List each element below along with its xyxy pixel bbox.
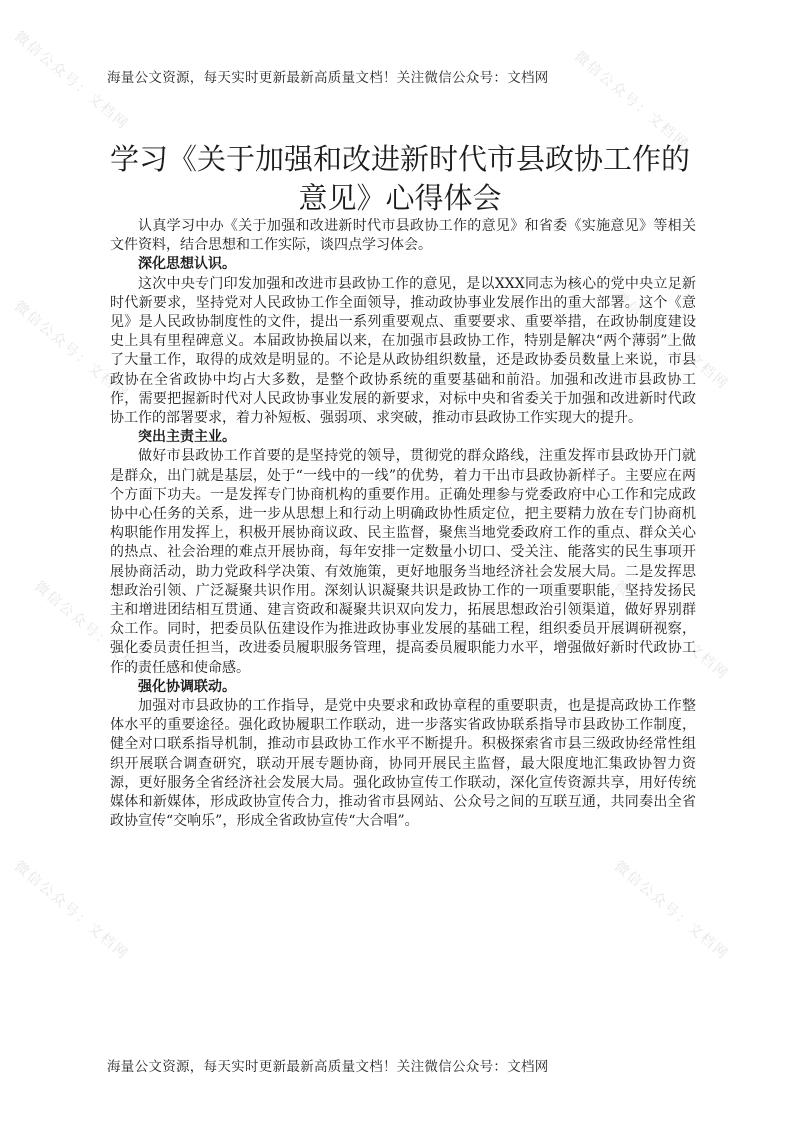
watermark-text: 微信公众号：文档网: [31, 578, 152, 684]
header-note: 海量公文资源，每天实时更新最新高质量文档！关注微信公众号：文档网: [107, 70, 549, 86]
section-paragraph: 做好市县政协工作首要的是坚持党的领导，贯彻党的群众路线，注重发挥市县政协开门就是群众，出门就是基层，处于“一线中的一线”的优势，着力干出市县政协新样子。主要应在两个方面下功夫。一是发挥专门协商机构的重要作用。正确处理参与党委政府中心工作和完成政协中心任务的关系，进一步从思想上和行动上明确政协性质定位，把主要精力放在专门协商机构职能作用发挥上，积极开展协商议政、民主监督，聚焦当地党委政府工作的重点、群众关心的热点、社会治理的难点开展协商，每年安排一定数量小切口、受关注、能落实的民生事项开展协商活动，助力党政科学决策、有效施策，更好地服务当地经济社会发展大局。二是发挥思想政治引领、广泛凝聚共识作用。深刻认识凝聚共识是政协工作的一项重要职能，坚持发扬民主和增进团结相互贯通、建言资政和凝聚共识双向发力，拓展思想政治引领渠道，做好界别群众工作。同时，把委员队伍建设作为推进政协事业发展的基础工程，组织委员开展调研视察，强化委员责任担当，改进委员履职服务管理，提高委员履职能力水平，增强做好新时代政协工作的责任感和使命感。: [110, 448, 696, 676]
watermark-text: 微信公众号：文档网: [611, 288, 732, 394]
section-heading: 深化思想认识。: [138, 256, 236, 273]
section-heading: 突出主责主业。: [138, 429, 236, 446]
watermark-text: 微信公众号：文档网: [11, 858, 132, 964]
section-paragraph: 这次中央专门印发加强和改进市县政协工作的意见，是以XXX同志为核心的党中央立足新时代新要求，坚持党对人民政协工作全面领导，推动政协事业发展作出的重大部署。这个《意见》是人民政协制度性的文件，提出一系列重要观点、重要要求、重要举措，在政协制度建设史上具有里程碑意义。本届政协换届以来，在加强市县政协工作，特别是解决“两个薄弱”上做了大量工作，取得的成效是明显的。不论是从政协组织数量，还是政协委员数量上来说，市县政协在全省政协中均占大多数，是整个政协系统的重要基础和前沿。加强和改进市县政协工作，需要把握新时代对人民政协事业发展的新要求，对标中央和省委关于加强和改进新时代政协工作的部署要求，着力补短板、强弱项、求突破，推动市县政协工作实现大的提升。: [110, 275, 696, 427]
section-heading: 强化协调联动。: [138, 678, 236, 695]
watermark-text: 微信公众号：文档网: [11, 28, 132, 134]
footer-note: 海量公文资源，每天实时更新最新高质量文档！关注微信公众号：文档网: [107, 1059, 549, 1075]
watermark-text: 微信公众号：文档网: [11, 298, 132, 404]
intro-paragraph: 认真学习中办《关于加强和改进新时代市县政协工作的意见》和省委《实施意见》等相关文件资料，结合思想和工作实际，谈四点学习体会。: [110, 218, 696, 254]
document-title: 学习《关于加强和改进新时代市县政协工作的意见》心得体会: [109, 142, 690, 215]
document-body: [110, 217, 696, 832]
section-paragraph: 加强对市县政协的工作指导，是党中央要求和政协章程的重要职责，也是提高政协工作整体水平的重要途径。强化政协履职工作联动，进一步落实省政协联系指导市县政协工作制度，健全对口联系指导机制，推动市县政协工作水平不断提升。积极探索省市县三级政协经常性组织开展联合调查研究，联动开展专题协商，协同开展民主监督，最大限度地汇集政协智力资源，更好服务全省经济社会发展大局。强化政协宣传工作联动，深化宣传资源共享，用好传统媒体和新媒体，形成政协宣传合力，推动省市县网站、公众号之间的互联互通，共同奏出全省政协宣传“交响乐”，形成全省政协宣传“大合唱”。: [110, 698, 696, 830]
watermark-text: 微信公众号：文档网: [611, 578, 732, 684]
watermark-text: 微信公众号：文档网: [611, 858, 732, 964]
watermark-text: 微信公众号：文档网: [571, 48, 692, 154]
